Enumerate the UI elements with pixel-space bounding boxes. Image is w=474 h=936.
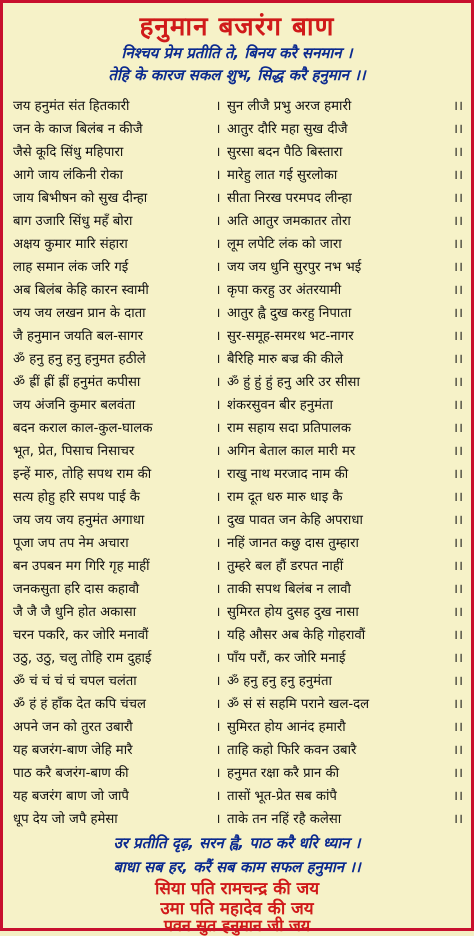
verse-first-half: जय जय जय हनुमंत अगाधा — [13, 512, 145, 528]
verse-row — [13, 553, 463, 576]
verse-row — [13, 254, 463, 277]
verse-row — [13, 300, 463, 323]
verse-first-half: सत्य होहु हरि सपथ पाई कै — [13, 489, 140, 505]
verse-second-half: आतुर दौरि महा सुख दीजै — [227, 121, 348, 137]
closing-doha-line-1: उर प्रतीति दृढ़, सरन ह्वै, पाठ करै धरि ध्यान । — [113, 834, 361, 852]
verse-first-half: ॐ चं चं चं चं चपल चलंता — [13, 673, 137, 689]
verse-separator: । — [215, 581, 221, 597]
verse-separator: । — [215, 351, 221, 367]
verse-separator: । — [215, 673, 221, 689]
verse-separator: । — [215, 305, 221, 321]
verse-separator: । — [215, 466, 221, 482]
verse-separator: । — [215, 259, 221, 275]
verse-first-half: जय जय लखन प्रान के दाता — [13, 305, 146, 321]
verse-end-mark: ।। — [453, 581, 463, 597]
verse-second-half: ताकी सपथ बिलंब न लावौ — [227, 581, 351, 597]
verse-second-half: ॐ सं सं सहमि पराने खल-दल — [227, 696, 370, 712]
verse-first-half: बाग उजारि सिंधु महँ बोरा — [13, 213, 133, 229]
verse-second-half: ताके तन नहिं रहै कलेसा — [227, 811, 342, 827]
verse-second-half: तासों भूत-प्रेत सब कांपै — [227, 788, 337, 804]
verse-separator: । — [215, 121, 221, 137]
verse-end-mark: ।। — [453, 259, 463, 275]
verse-row — [13, 231, 463, 254]
closing-doha-line-2: बाधा सब हर, करैं सब काम सफल हनुमान ।। — [113, 858, 361, 876]
verse-end-mark: ।। — [453, 650, 463, 666]
verse-row — [13, 438, 463, 461]
verse-second-half: आतुर ह्वै दुख करहु निपाता — [227, 305, 352, 321]
verse-first-half: यह बजरंग-बाण जेहि मारै — [13, 742, 133, 758]
verse-first-half: जन के काज बिलंब न कीजै — [13, 121, 143, 137]
verse-end-mark: ।। — [453, 420, 463, 436]
verse-second-half: ॐ हनु हनु हनु हनुमंता — [227, 673, 332, 689]
verse-row — [13, 484, 463, 507]
verse-second-half: मारेहु लात गई सुरलोका — [227, 167, 338, 183]
verse-second-half: सुरसा बदन पैठि बिस्तारा — [227, 144, 343, 160]
verse-second-half: यहि औसर अब केहि गोहरावौं — [227, 627, 366, 643]
verse-row — [13, 369, 463, 392]
verse-separator: । — [215, 719, 221, 735]
verse-second-half: सुर-समूह-समरथ भट-नागर — [227, 328, 354, 344]
verse-separator: । — [215, 420, 221, 436]
verse-second-half: राम सहाय सदा प्रतिपालक — [227, 420, 351, 436]
verse-second-half: जय जय धुनि सुरपुर नभ भई — [227, 259, 362, 275]
verse-separator: । — [215, 604, 221, 620]
verse-end-mark: ।। — [453, 443, 463, 459]
verse-separator: । — [215, 811, 221, 827]
verse-first-half: बदन कराल काल-कुल-घालक — [13, 420, 153, 436]
verse-row — [13, 645, 463, 668]
verse-end-mark: ।। — [453, 489, 463, 505]
verse-end-mark: ।। — [453, 788, 463, 804]
verse-row — [13, 622, 463, 645]
verse-separator: । — [215, 512, 221, 528]
opening-doha-line-1: निश्चय प्रेम प्रतीति ते, बिनय करै सनमान । — [121, 44, 353, 62]
verse-separator: । — [215, 742, 221, 758]
verse-second-half: बैरिहि मारु बज्र की कीले — [227, 351, 344, 367]
verse-second-half: हनुमत रक्षा करै प्रान की — [227, 765, 340, 781]
verse-separator: । — [215, 696, 221, 712]
verse-row — [13, 461, 463, 484]
verse-list — [13, 93, 463, 829]
verse-first-half: जैसे कूदि सिंधु महिपारा — [13, 144, 124, 160]
verse-second-half: सुन लीजै प्रभु अरज हमारी — [227, 98, 352, 114]
verse-end-mark: ।। — [453, 466, 463, 482]
verse-first-half: बन उपबन मग गिरि गृह माहीं — [13, 558, 150, 574]
verse-separator: । — [215, 167, 221, 183]
verse-end-mark: ।। — [453, 558, 463, 574]
verse-first-half: ॐ हनु हनु हनु हनुमत हठीले — [13, 351, 146, 367]
verse-row — [13, 760, 463, 783]
verse-end-mark: ।। — [453, 627, 463, 643]
verse-row — [13, 530, 463, 553]
verse-separator: । — [215, 98, 221, 114]
jaikara-line-1: सिया पति रामचन्द्र की जय — [154, 879, 320, 899]
verse-end-mark: ।। — [453, 328, 463, 344]
verse-separator: । — [215, 443, 221, 459]
verse-row — [13, 346, 463, 369]
verse-end-mark: ।। — [453, 673, 463, 689]
opening-doha-line-2: तेहि के कारज सकल शुभ, सिद्ध करै हनुमान ।। — [108, 66, 366, 84]
verse-second-half: दुख पावत जन केहि अपराधा — [227, 512, 363, 528]
verse-second-half: शंकरसुवन बीर हनुमंता — [227, 397, 333, 413]
verse-end-mark: ।। — [453, 213, 463, 229]
verse-end-mark: ।। — [453, 282, 463, 298]
verse-row — [13, 806, 463, 829]
verse-row — [13, 599, 463, 622]
verse-end-mark: ।। — [453, 144, 463, 160]
verse-separator: । — [215, 535, 221, 551]
verse-first-half: जय हनुमंत संत हितकारी — [13, 98, 130, 114]
verse-row — [13, 714, 463, 737]
verse-row — [13, 691, 463, 714]
verse-end-mark: ।। — [453, 719, 463, 735]
verse-row — [13, 323, 463, 346]
verse-first-half: जाय बिभीषन को सुख दीन्हा — [13, 190, 148, 206]
verse-first-half: इन्हें मारु, तोहि सपथ राम की — [13, 466, 152, 482]
verse-separator: । — [215, 397, 221, 413]
verse-first-half: पाठ करै बजरंग-बाण की — [13, 765, 129, 781]
verse-second-half: ॐ हुं हुं हुं हनु अरि उर सीसा — [227, 374, 360, 390]
verse-row — [13, 737, 463, 760]
verse-first-half: धूप देय जो जपै हमेसा — [13, 811, 118, 827]
verse-first-half: चरन पकरि, कर जोरि मनावौं — [13, 627, 149, 643]
page-title: हनुमान बजरंग बाण — [139, 12, 335, 42]
verse-first-half: अपने जन को तुरत उबारौ — [13, 719, 133, 735]
verse-first-half: जै हनुमान जयति बल-सागर — [13, 328, 144, 344]
verse-second-half: सुमिरत होय दुसह दुख नासा — [227, 604, 359, 620]
verse-second-half: तुम्हरे बल हौं डरपत नाहीं — [227, 558, 344, 574]
verse-row — [13, 162, 463, 185]
jaikara-line-3: पवन सुत हनुमान जी जय — [163, 916, 311, 935]
verse-first-half: जै जै जै धुनि होत अकासा — [13, 604, 137, 620]
verse-second-half: अति आतुर जमकातर तोरा — [227, 213, 351, 229]
verse-end-mark: ।। — [453, 765, 463, 781]
verse-first-half: अब बिलंब केहि कारन स्वामी — [13, 282, 149, 298]
verse-separator: । — [215, 144, 221, 160]
verse-second-half: सीता निरख परमपद लीन्हा — [227, 190, 352, 206]
verse-separator: । — [215, 374, 221, 390]
verse-second-half: पाँय परौं, कर जोरि मनाई — [227, 650, 346, 666]
verse-first-half: उठु, उठु, चलु तोहि राम दुहाई — [13, 650, 152, 666]
verse-end-mark: ।। — [453, 167, 463, 183]
verse-separator: । — [215, 236, 221, 252]
verse-end-mark: ।। — [453, 742, 463, 758]
verse-separator: । — [215, 213, 221, 229]
verse-end-mark: ।। — [453, 190, 463, 206]
verse-first-half: आगे जाय लंकिनी रोका — [13, 167, 123, 183]
verse-second-half: कृपा करहु उर अंतरयामी — [227, 282, 342, 298]
verse-first-half: जय अंजनि कुमार बलवंता — [13, 397, 136, 413]
verse-first-half: लाह समान लंक जरि गई — [13, 259, 129, 275]
verse-row — [13, 783, 463, 806]
verse-separator: । — [215, 282, 221, 298]
verse-separator: । — [215, 558, 221, 574]
verse-end-mark: ।। — [453, 696, 463, 712]
verse-first-half: यह बजरंग बाण जो जापै — [13, 788, 129, 804]
verse-first-half: अक्षय कुमार मारि संहारा — [13, 236, 128, 252]
verse-end-mark: ।। — [453, 374, 463, 390]
verse-separator: । — [215, 788, 221, 804]
verse-second-half: लूम लपेटि लंक को जारा — [227, 236, 342, 252]
verse-row — [13, 185, 463, 208]
verse-end-mark: ।। — [453, 121, 463, 137]
verse-row — [13, 139, 463, 162]
verse-second-half: ताहि कहो फिरि कवन उबारै — [227, 742, 357, 758]
verse-end-mark: ।। — [453, 305, 463, 321]
verse-row — [13, 415, 463, 438]
verse-end-mark: ।। — [453, 811, 463, 827]
verse-end-mark: ।। — [453, 604, 463, 620]
verse-row — [13, 116, 463, 139]
verse-row — [13, 208, 463, 231]
verse-row — [13, 576, 463, 599]
verse-row — [13, 392, 463, 415]
verse-end-mark: ।। — [453, 397, 463, 413]
verse-first-half: पूजा जप तप नेम अचारा — [13, 535, 129, 551]
verse-second-half: अगिन बेताल काल मारी मर — [227, 443, 356, 459]
verse-separator: । — [215, 328, 221, 344]
verse-separator: । — [215, 190, 221, 206]
verse-separator: । — [215, 489, 221, 505]
verse-separator: । — [215, 627, 221, 643]
verse-first-half: जनकसुता हरि दास कहावौ — [13, 581, 140, 597]
verse-end-mark: ।। — [453, 512, 463, 528]
verse-second-half: नहिं जानत कछु दास तुम्हारा — [227, 535, 359, 551]
verse-row — [13, 668, 463, 691]
verse-separator: । — [215, 650, 221, 666]
verse-first-half: ॐ ह्रीं ह्रीं ह्रीं हनुमंत कपीसा — [13, 374, 141, 390]
verse-row — [13, 277, 463, 300]
jaikara-line-2: उमा पति महादेव की जय — [160, 899, 314, 919]
verse-second-half: सुमिरत होय आनंद हमारौ — [227, 719, 346, 735]
verse-end-mark: ।। — [453, 98, 463, 114]
verse-separator: । — [215, 765, 221, 781]
verse-second-half: राम दूत धरु मारु धाइ कै — [227, 489, 343, 505]
verse-first-half: भूत, प्रेत, पिसाच निसाचर — [13, 443, 135, 459]
verse-end-mark: ।। — [453, 236, 463, 252]
verse-end-mark: ।। — [453, 351, 463, 367]
verse-first-half: ॐ हं हं हाँक देत कपि चंचल — [13, 696, 146, 712]
verse-second-half: राखु नाथ मरजाद नाम की — [227, 466, 349, 482]
verse-row — [13, 93, 463, 116]
verse-row — [13, 507, 463, 530]
verse-end-mark: ।। — [453, 535, 463, 551]
